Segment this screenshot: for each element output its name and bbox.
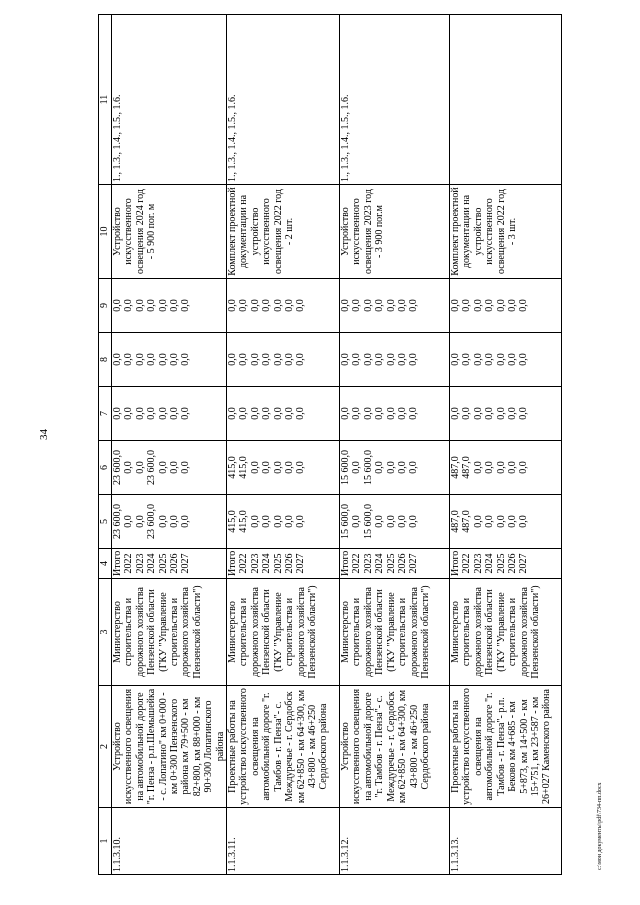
regional-budget-value: 415,0 (227, 456, 239, 479)
total-funding-value: 0,0 (295, 515, 307, 528)
other-sources-value: 0,0 (272, 299, 284, 312)
other-sources-value: 0,0 (472, 299, 484, 312)
col-header: 11 (99, 15, 112, 185)
other-sources-value: 0,0 (408, 299, 420, 312)
total-funding-value: 0,0 (261, 515, 273, 528)
other-sources-value: 0,0 (134, 299, 146, 312)
federal-budget (340, 387, 450, 441)
regional-budget (227, 441, 340, 495)
federal-budget-value: 0,0 (168, 407, 180, 420)
regional-budget-value: 0,0 (134, 461, 146, 474)
federal-budget-value: 0,0 (340, 407, 352, 420)
local-budget-value: 0,0 (351, 353, 363, 366)
federal-budget-value: 0,0 (180, 407, 192, 420)
local-budget-value: 0,0 (295, 353, 307, 366)
other-sources-value: 0,0 (227, 299, 239, 312)
regional-budget-value: 0,0 (180, 461, 192, 474)
total-funding-value: 0,0 (284, 515, 296, 528)
col-header: 9 (99, 279, 112, 333)
local-budget-value: 0,0 (180, 353, 192, 366)
year-list (227, 549, 340, 579)
year-list (450, 549, 562, 579)
row-number: 1.1.3.12. (340, 808, 450, 875)
federal-budget (227, 387, 340, 441)
local-budget-value: 0,0 (461, 353, 473, 366)
other-sources-value: 0,0 (374, 299, 386, 312)
regional-budget-value: 0,0 (408, 461, 420, 474)
federal-budget-value: 0,0 (408, 407, 420, 420)
federal-budget-value: 0,0 (295, 407, 307, 420)
other-sources-value: 0,0 (295, 299, 307, 312)
other-sources-value: 0,0 (238, 299, 250, 312)
local-budget-value: 0,0 (518, 353, 530, 366)
federal-budget-value: 0,0 (284, 407, 296, 420)
total-funding (112, 495, 227, 549)
local-budget-value: 0,0 (284, 353, 296, 366)
col-header: 2 (99, 686, 112, 808)
other-sources (227, 279, 340, 333)
total-funding-value: 415,0 (238, 510, 250, 533)
year-list-value: 2024 (374, 553, 386, 574)
expected-result: Устройство искусственного освещения 2023 год - 3 900 пог.м (340, 185, 450, 279)
other-sources (112, 279, 227, 333)
indicator-links (450, 15, 562, 185)
expected-result: Комплект проектной документации на устройство искусственного освещения 2022 год - 2 шт. (227, 185, 340, 279)
regional-budget-value: 15 600,0 (340, 450, 352, 485)
year-list-value: 2027 (408, 553, 420, 574)
footer-path: c:\мои документы\pdf\734-пп.docx (597, 782, 603, 870)
col-header: 7 (99, 387, 112, 441)
local-budget-value: 0,0 (146, 353, 158, 366)
local-budget-value: 0,0 (227, 353, 239, 366)
program-table (98, 14, 562, 875)
federal-budget-value: 0,0 (112, 407, 123, 420)
local-budget-value: 0,0 (134, 353, 146, 366)
other-sources-value: 0,0 (284, 299, 296, 312)
year-list (112, 549, 227, 579)
indicator-links: 1., 1.3., 1.4., 1.5., 1.6. (227, 15, 340, 185)
regional-budget-value: 0,0 (472, 461, 484, 474)
year-list-value: Итого (340, 550, 352, 576)
local-budget-value: 0,0 (261, 353, 273, 366)
year-list-value: 2027 (295, 553, 307, 574)
total-funding (340, 495, 450, 549)
regional-budget-value: 487,0 (461, 456, 473, 479)
other-sources-value: 0,0 (180, 299, 192, 312)
other-sources-value: 0,0 (351, 299, 363, 312)
local-budget-value: 0,0 (123, 353, 135, 366)
other-sources-value: 0,0 (461, 299, 473, 312)
total-funding-value: 487,0 (450, 510, 462, 533)
total-funding-value: 0,0 (123, 515, 135, 528)
total-funding-value: 0,0 (484, 515, 496, 528)
local-budget-value: 0,0 (495, 353, 507, 366)
total-funding-value: 0,0 (351, 515, 363, 528)
year-list-value: Итого (112, 550, 123, 576)
regional-budget (112, 441, 227, 495)
total-funding-value: 0,0 (397, 515, 409, 528)
federal-budget-value: 0,0 (351, 407, 363, 420)
other-sources-value: 0,0 (340, 299, 352, 312)
regional-budget-value: 0,0 (295, 461, 307, 474)
total-funding-value: 0,0 (134, 515, 146, 528)
row-number: 1.1.3.11. (227, 808, 340, 875)
year-list-value: 2025 (495, 553, 507, 574)
federal-budget-value: 0,0 (272, 407, 284, 420)
executor: Министерство строительства и дорожного хозяйства Пензенской области (ГКУ "Управление строительства и дорожного хозяйства Пензенской области") (112, 579, 227, 686)
regional-budget-value: 0,0 (495, 461, 507, 474)
local-budget-value: 0,0 (112, 353, 123, 366)
table-row (450, 15, 562, 875)
year-list-value: 2027 (518, 553, 530, 574)
year-list-value: 2024 (146, 553, 158, 574)
total-funding-value: 0,0 (408, 515, 420, 528)
total-funding-value: 0,0 (180, 515, 192, 528)
regional-budget-value: 0,0 (397, 461, 409, 474)
other-sources-value: 0,0 (495, 299, 507, 312)
col-header: 6 (99, 441, 112, 495)
other-sources-value: 0,0 (157, 299, 169, 312)
header-row (99, 15, 112, 875)
total-funding-value: 23 600,0 (146, 504, 158, 539)
federal-budget-value: 0,0 (157, 407, 169, 420)
regional-budget-value: 23 600,0 (112, 450, 123, 485)
event-name: Устройство искусственного освещения на автомобильной дороге "г. Тамбов - г. Пенза"- с. Междуречье - г. Сердобск км 62+850 - км 64+300, км 43+800 - км 46+250 Сердобского района (340, 686, 450, 808)
regional-budget-value: 0,0 (261, 461, 273, 474)
executor: Министерство строительства и дорожного хозяйства Пензенской области (ГКУ "Управление строительства и дорожного хозяйства Пензенской области") (340, 579, 450, 686)
other-sources-value: 0,0 (249, 299, 261, 312)
year-list-value: 2022 (461, 553, 473, 574)
local-budget (112, 333, 227, 387)
year-list-value: 2026 (397, 553, 409, 574)
other-sources (340, 279, 450, 333)
total-funding-value: 0,0 (249, 515, 261, 528)
local-budget-value: 0,0 (168, 353, 180, 366)
local-budget-value: 0,0 (397, 353, 409, 366)
other-sources-value: 0,0 (146, 299, 158, 312)
year-list-value: 2022 (351, 553, 363, 574)
year-list-value: 2022 (238, 553, 250, 574)
local-budget-value: 0,0 (374, 353, 386, 366)
local-budget-value: 0,0 (408, 353, 420, 366)
regional-budget-value: 15 600,0 (362, 450, 374, 485)
regional-budget-value: 0,0 (351, 461, 363, 474)
total-funding-value: 415,0 (227, 510, 239, 533)
total-funding-value: 487,0 (461, 510, 473, 533)
local-budget-value: 0,0 (385, 353, 397, 366)
expected-result: Комплект проектной документации на устройство искусственного освещения 2022 год - 3 шт. (450, 185, 562, 279)
other-sources-value: 0,0 (362, 299, 374, 312)
local-budget-value: 0,0 (157, 353, 169, 366)
local-budget (450, 333, 562, 387)
federal-budget-value: 0,0 (134, 407, 146, 420)
year-list-value: 2025 (157, 553, 169, 574)
regional-budget-value: 0,0 (284, 461, 296, 474)
year-list-value: 2026 (284, 553, 296, 574)
total-funding-value: 0,0 (157, 515, 169, 528)
other-sources-value: 0,0 (261, 299, 273, 312)
local-budget (227, 333, 340, 387)
federal-budget-value: 0,0 (450, 407, 462, 420)
federal-budget-value: 0,0 (374, 407, 386, 420)
other-sources-value: 0,0 (518, 299, 530, 312)
local-budget-value: 0,0 (450, 353, 462, 366)
local-budget-value: 0,0 (340, 353, 352, 366)
local-budget (340, 333, 450, 387)
total-funding-value: 0,0 (168, 515, 180, 528)
total-funding-value: 15 600,0 (362, 504, 374, 539)
federal-budget-value: 0,0 (123, 407, 135, 420)
regional-budget-value: 0,0 (484, 461, 496, 474)
total-funding-value: 0,0 (272, 515, 284, 528)
table-row (112, 15, 227, 875)
federal-budget-value: 0,0 (362, 407, 374, 420)
local-budget-value: 0,0 (238, 353, 250, 366)
table-row (340, 15, 450, 875)
regional-budget-value: 487,0 (450, 456, 462, 479)
other-sources (450, 279, 562, 333)
regional-budget-value: 0,0 (249, 461, 261, 474)
federal-budget-value: 0,0 (397, 407, 409, 420)
total-funding-value: 0,0 (385, 515, 397, 528)
regional-budget-value: 0,0 (385, 461, 397, 474)
col-header: 10 (99, 185, 112, 279)
other-sources-value: 0,0 (123, 299, 135, 312)
total-funding-value: 15 600,0 (340, 504, 352, 539)
year-list (340, 549, 450, 579)
total-funding-value: 23 600,0 (112, 504, 123, 539)
local-budget-value: 0,0 (472, 353, 484, 366)
regional-budget-value: 0,0 (374, 461, 386, 474)
event-name: Проектные работы на устройство искусственного освещения на автомобильной дороге "г. Тамбов - г. Пенза"- р.п. Беково км 4+685 - км 5+873, км 14+500 - км 15+751, км 23+587 - км 26+027 Каменского района (450, 686, 562, 808)
local-budget-value: 0,0 (362, 353, 374, 366)
regional-budget-value: 0,0 (123, 461, 135, 474)
federal-budget-value: 0,0 (461, 407, 473, 420)
federal-budget-value: 0,0 (507, 407, 519, 420)
year-list-value: 2023 (472, 553, 484, 574)
federal-budget-value: 0,0 (495, 407, 507, 420)
regional-budget (340, 441, 450, 495)
other-sources-value: 0,0 (112, 299, 123, 312)
year-list-value: 2024 (261, 553, 273, 574)
col-header: 1 (99, 808, 112, 875)
local-budget-value: 0,0 (249, 353, 261, 366)
federal-budget-value: 0,0 (227, 407, 239, 420)
total-funding (227, 495, 340, 549)
year-list-value: 2024 (484, 553, 496, 574)
total-funding (450, 495, 562, 549)
page-number: 34 (38, 429, 50, 440)
year-list-value: 2023 (362, 553, 374, 574)
local-budget-value: 0,0 (272, 353, 284, 366)
year-list-value: 2025 (385, 553, 397, 574)
row-number: 1.1.3.13. (450, 808, 562, 875)
year-list-value: 2023 (249, 553, 261, 574)
executor: Министерство строительства и дорожного хозяйства Пензенской области (ГКУ "Управление строительства и дорожного хозяйства Пензенской области") (227, 579, 340, 686)
table-row (227, 15, 340, 875)
regional-budget-value: 0,0 (507, 461, 519, 474)
indicator-links: 1., 1.3., 1.4., 1.5., 1.6. (112, 15, 227, 185)
federal-budget-value: 0,0 (472, 407, 484, 420)
other-sources-value: 0,0 (450, 299, 462, 312)
year-list-value: Итого (450, 550, 462, 576)
event-name: Проектные работы на устройство искусственного освещения на автомобильной дороге "г. Тамбов - г. Пенза"- с. Междуречье - г. Сердобск км 62+850 - км 64+300, км 43+800 - км 46+250 Сердобского района (227, 686, 340, 808)
regional-budget-value: 0,0 (272, 461, 284, 474)
year-list-value: 2026 (507, 553, 519, 574)
col-header: 5 (99, 495, 112, 549)
federal-budget-value: 0,0 (385, 407, 397, 420)
other-sources-value: 0,0 (385, 299, 397, 312)
federal-budget-value: 0,0 (238, 407, 250, 420)
regional-budget-value: 0,0 (168, 461, 180, 474)
year-list-value: 2025 (272, 553, 284, 574)
total-funding-value: 0,0 (518, 515, 530, 528)
regional-budget-value: 0,0 (518, 461, 530, 474)
federal-budget (112, 387, 227, 441)
federal-budget-value: 0,0 (261, 407, 273, 420)
regional-budget-value: 415,0 (238, 456, 250, 479)
total-funding-value: 0,0 (472, 515, 484, 528)
federal-budget-value: 0,0 (146, 407, 158, 420)
executor: Министерство строительства и дорожного хозяйства Пензенской области (ГКУ "Управление строительства и дорожного хозяйства Пензенской области") (450, 579, 562, 686)
year-list-value: 2023 (134, 553, 146, 574)
regional-budget-value: 23 600,0 (146, 450, 158, 485)
total-funding-value: 0,0 (507, 515, 519, 528)
other-sources-value: 0,0 (397, 299, 409, 312)
col-header: 3 (99, 579, 112, 686)
federal-budget-value: 0,0 (484, 407, 496, 420)
federal-budget (450, 387, 562, 441)
row-number: 1.1.3.10. (112, 808, 227, 875)
total-funding-value: 0,0 (495, 515, 507, 528)
other-sources-value: 0,0 (484, 299, 496, 312)
local-budget-value: 0,0 (507, 353, 519, 366)
year-list-value: 2027 (180, 553, 192, 574)
col-header: 4 (99, 549, 112, 579)
rotated-table-container (98, 15, 568, 875)
indicator-links: 1., 1.3., 1.4., 1.5., 1.6. (340, 15, 450, 185)
other-sources-value: 0,0 (168, 299, 180, 312)
event-name: Устройство искусственного освещения на автомобильной дороге "г. Пенза - р.п.Шемышейка - с. Лопатино" км 0+000 - км 0+300 Пензенского района км 79+500 - км 82+800, км 88+000 - км 90+300 Лопатинского района (112, 686, 227, 808)
year-list-value: Итого (227, 550, 239, 576)
year-list-value: 2022 (123, 553, 135, 574)
regional-budget-value: 0,0 (157, 461, 169, 474)
federal-budget-value: 0,0 (249, 407, 261, 420)
col-header: 8 (99, 333, 112, 387)
federal-budget-value: 0,0 (518, 407, 530, 420)
regional-budget (450, 441, 562, 495)
local-budget-value: 0,0 (484, 353, 496, 366)
year-list-value: 2026 (168, 553, 180, 574)
total-funding-value: 0,0 (374, 515, 386, 528)
expected-result: Устройство искусственного освещения 2024 год - 5 900 пог. м (112, 185, 227, 279)
other-sources-value: 0,0 (507, 299, 519, 312)
